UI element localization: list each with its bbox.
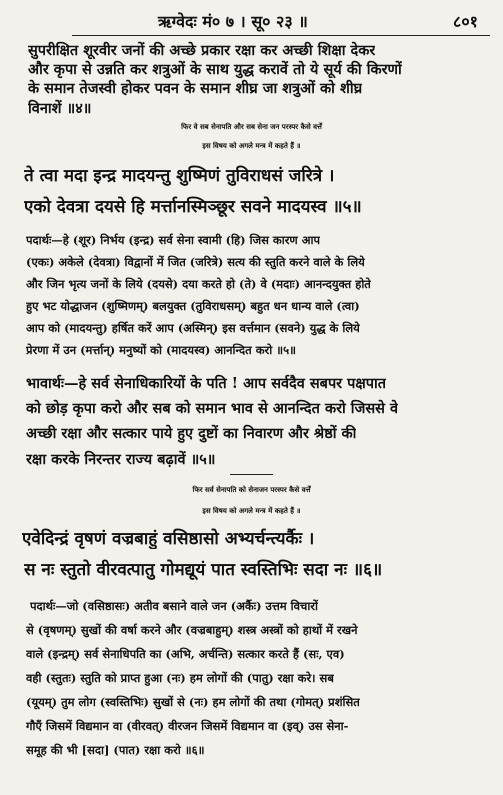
bhavartha-line: अच्छी रक्षा और सत्कार पाये हुए दुष्टों का निवारण और श्रेष्ठों की	[26, 425, 357, 442]
padartha-line: वाले (इन्द्रम्) सर्व सेनाधिपति का (अभि, अर्चन्ति) सत्कार करते हैं (सः, एव)	[26, 647, 345, 661]
padartha-line: प्रेरणा में उन (मर्त्तान्) मनुष्यों को (मादयस्व) आनन्दित करो ॥५॥	[26, 343, 296, 357]
mantra-line: स नः स्तुतो वीरवत्पातु गोमद्यूयं पात स्वस्तिभिः सदा नः ॥६॥	[24, 560, 383, 580]
section-intro-line: इस विषय को अगले मन्त्र में कहते हैं ॥	[202, 506, 301, 515]
running-title: ऋग्वेदः मं० ७ । सू० २३ ॥	[158, 12, 308, 31]
section-intro-line: इस विषय को अगले मन्त्र में कहते हैं ॥	[202, 141, 301, 150]
page-number: ८०१	[453, 12, 478, 31]
section-intro-line: फिर सर्व सेनापति को सेनाजन परस्पर कैसे वर्त्तें	[192, 485, 311, 494]
bhavartha-line: को छोड़ कृपा करो और सब को समान भाव से आनन्दित करो जिससे वे	[26, 400, 399, 417]
bhavartha-line: भावार्थः—हे सर्व सेनाधिकारियों के पति ! आप सर्वदैव सबपर पक्षपात	[26, 375, 387, 392]
section-divider	[230, 474, 273, 475]
padartha-line: और जिन भृत्य जनों के लिये (दयसे) दया करते हो (ते) वे (मदाः) आनन्दयुक्त होते	[26, 277, 371, 291]
page-header	[70, 4, 490, 34]
mantra-line: एको देवत्रा दयसे हि मर्त्तानस्मिञ्छूर सवने मादयस्व ॥५॥	[24, 197, 362, 217]
padartha-line: वही (स्तुतः) स्तुति को प्राप्त हुआ (नः) हम लोगों की (पातु) रक्षा करे। सब	[26, 671, 334, 685]
padartha-line: पदार्थः—जो (वसिष्ठासः) अतीव बसाने वाले जन (अर्कैः) उत्तम विचारों	[30, 599, 318, 613]
header-rule	[72, 35, 490, 36]
mantra-line: एवेदिन्द्रं वृषणं वज्रबाहुं वसिष्ठासो अभ्यर्चन्त्यर्कैः ।	[22, 529, 315, 549]
padartha-line: (यूयम्) तुम लोग (स्वस्तिभिः) सुखों से (नः) हम लोगों की तथा (गोमत्) प्रशंसित	[26, 695, 360, 709]
padartha-line: समूह की भी [सदा] (पात) रक्षा करो ॥६॥	[26, 743, 205, 757]
text-line: और कृपा से उन्नति कर शत्रुओं के साथ युद्ध करावें तो ये सूर्य की किरणों	[28, 61, 402, 78]
padartha-line: आप को (मादयन्तु) हर्षित करें आप (अस्मिन्) इस वर्त्तमान (सवने) युद्ध के लिये	[26, 321, 360, 335]
text-line: के समान तेजस्वी होकर पवन के समान शीघ्र जा शत्रुओं को शीघ्र	[28, 80, 363, 97]
section-intro-line: फिर वे सब सेनापति और सब सेना जन परस्पर कैसे वर्त्तें	[181, 122, 322, 131]
mantra-line: ते त्वा मदा इन्द्र मादयन्तु शुष्मिणं तुविराधसं जरित्रे ।	[24, 166, 335, 186]
padartha-line: (एकः) अकेले (देवत्रा) विद्वानों में जित (जरित्रे) सत्य की स्तुति करने वाले के लिये	[26, 255, 365, 269]
padartha-line: से (वृषणम्) सुखों की वर्षा करने और (वज्रबाहुम्) शस्त्र अस्त्रों को हाथों में रखने	[26, 623, 358, 637]
padartha-line: हुए भट योद्धाजन (शुष्मिणम्) बलयुक्त (तुविराधसम्) बहुत धन धान्य वाले (त्वा)	[26, 299, 360, 313]
text-line: विनाशें ॥४॥	[28, 100, 92, 117]
bhavartha-line: रक्षा करके निरन्तर राज्य बढ़ावें ॥५॥	[26, 451, 216, 468]
text-line: सुपरीक्षित शूरवीर जनों की अच्छे प्रकार रक्षा कर अच्छी शिक्षा देकर	[28, 42, 376, 59]
padartha-line: पदार्थः—हे (शूर) निर्भय (इन्द्र) सर्व सेना स्वामी (हि) जिस कारण आप	[26, 233, 321, 247]
padartha-line: गौएँ जिसमें विद्यमान वा (वीरवत्) वीरजन जिसमें विद्यमान वा (इव्) उस सेना-	[26, 719, 349, 733]
